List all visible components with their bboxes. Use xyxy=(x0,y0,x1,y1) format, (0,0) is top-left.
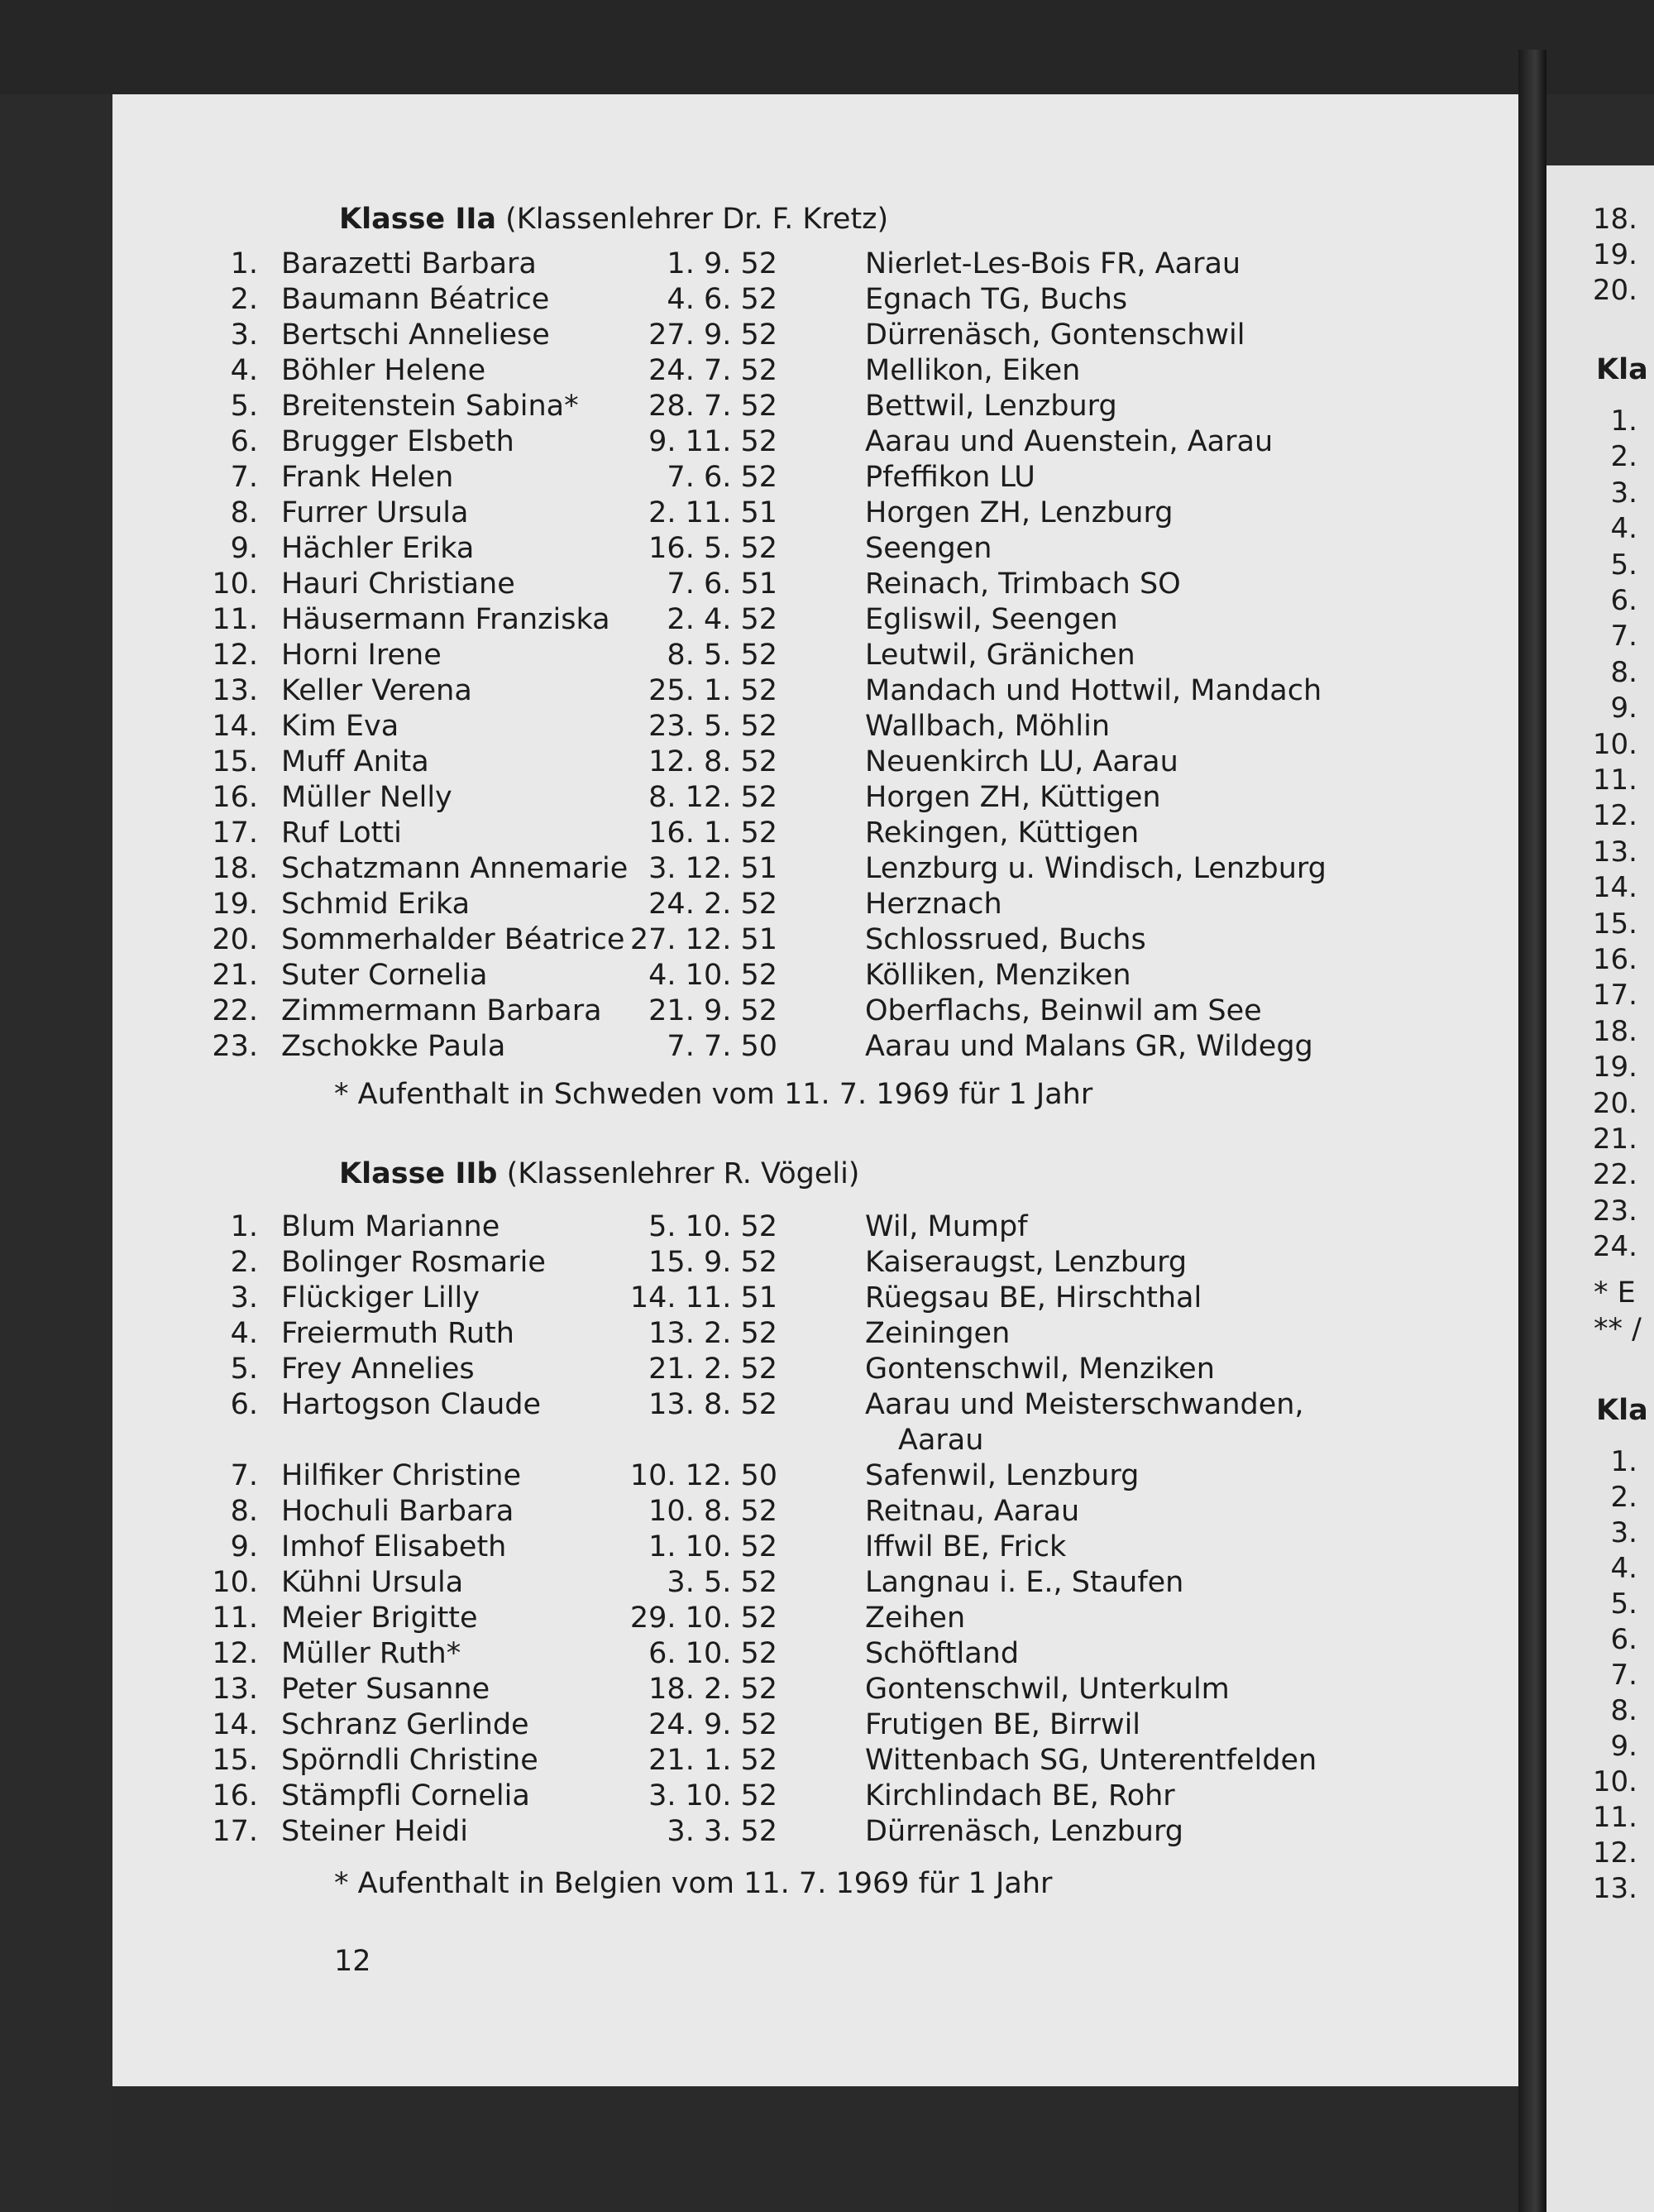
student-number: 11. xyxy=(212,603,258,636)
birth-date: 1. 10. 52 xyxy=(648,1530,777,1563)
birth-date: 1. 9. 52 xyxy=(667,247,777,280)
student-name: Barazetti Barbara xyxy=(281,247,537,280)
hometown-residence: Pfeffikon LU xyxy=(865,461,1035,494)
hometown-residence: Mandach und Hottwil, Mandach xyxy=(865,674,1322,707)
student-name: Brugger Elsbeth xyxy=(281,425,514,458)
facing-row-number: 18. xyxy=(1592,1014,1637,1048)
student-name: Hilfiker Christine xyxy=(281,1459,522,1492)
class-a-heading xyxy=(339,205,888,234)
birth-date: 9. 11. 52 xyxy=(648,425,777,458)
book-gutter xyxy=(1518,50,1546,2212)
birth-date: 12. 8. 52 xyxy=(648,745,777,778)
birth-date: 2. 11. 51 xyxy=(648,496,777,529)
hometown-residence: Rekingen, Küttigen xyxy=(865,816,1140,850)
facing-row-number: 6. xyxy=(1610,584,1637,617)
hometown-residence: Mellikon, Eiken xyxy=(865,354,1081,387)
facing-row-number: 11. xyxy=(1592,764,1637,797)
student-name: Hartogson Claude xyxy=(281,1388,542,1421)
student-name: Imhof Elisabeth xyxy=(281,1530,507,1563)
class-b-teacher: (Klassenlehrer R. Vögeli) xyxy=(506,1157,860,1190)
birth-date: 27. 9. 52 xyxy=(648,318,777,352)
student-name: Schatzmann Annemarie xyxy=(281,852,629,885)
hometown-residence: Oberflachs, Beinwil am See xyxy=(865,994,1262,1027)
facing-row-number: 8. xyxy=(1610,655,1637,689)
hometown-residence: Langnau i. E., Staufen xyxy=(865,1566,1184,1599)
hometown-residence: Aarau und Auenstein, Aarau xyxy=(865,425,1274,458)
student-number: 17. xyxy=(212,1815,258,1848)
student-name: Zschokke Paula xyxy=(281,1030,506,1063)
facing-row-number: 2. xyxy=(1610,440,1637,474)
hometown-residence: Egliswil, Seengen xyxy=(865,603,1118,636)
student-number: 13. xyxy=(212,1673,258,1706)
facing-row-number: 9. xyxy=(1610,1730,1637,1763)
birth-date: 4. 10. 52 xyxy=(648,959,777,992)
student-name: Schranz Gerlinde xyxy=(281,1708,529,1741)
student-number: 18. xyxy=(212,852,258,885)
facing-heading: Kla xyxy=(1596,353,1648,386)
hometown-residence-continued: Aarau xyxy=(898,1424,984,1457)
birth-date: 8. 5. 52 xyxy=(667,639,777,672)
student-number: 5. xyxy=(230,390,258,423)
birth-date: 24. 7. 52 xyxy=(648,354,777,387)
student-number: 6. xyxy=(230,425,258,458)
facing-row-number: 3. xyxy=(1610,476,1637,510)
student-name: Kim Eva xyxy=(281,710,399,743)
facing-row-number: 11. xyxy=(1592,1801,1637,1834)
student-name: Stämpfli Cornelia xyxy=(281,1779,530,1812)
student-name: Blum Marianne xyxy=(281,1210,500,1243)
facing-row-number: 13. xyxy=(1592,1872,1637,1905)
hometown-residence: Gontenschwil, Menziken xyxy=(865,1353,1215,1386)
student-number: 9. xyxy=(230,1530,258,1563)
student-name: Sommerhalder Béatrice xyxy=(281,923,625,956)
student-name: Steiner Heidi xyxy=(281,1815,468,1848)
birth-date: 8. 12. 52 xyxy=(648,781,777,814)
student-number: 21. xyxy=(212,959,258,992)
facing-row-number: 20. xyxy=(1592,274,1637,307)
student-number: 20. xyxy=(212,923,258,956)
facing-row-number: 10. xyxy=(1592,1765,1637,1798)
hometown-residence: Horgen ZH, Küttigen xyxy=(865,781,1161,814)
facing-row-number: 7. xyxy=(1610,1659,1637,1692)
facing-row-number: 5. xyxy=(1610,1587,1637,1621)
student-number: 15. xyxy=(212,1744,258,1777)
student-number: 3. xyxy=(230,318,258,352)
hometown-residence: Safenwil, Lenzburg xyxy=(865,1459,1140,1492)
facing-row-number: 22. xyxy=(1592,1158,1637,1192)
birth-date: 14. 11. 51 xyxy=(629,1281,777,1314)
student-name: Muff Anita xyxy=(281,745,429,778)
hometown-residence: Wallbach, Möhlin xyxy=(865,710,1111,743)
hometown-residence: Frutigen BE, Birrwil xyxy=(865,1708,1141,1741)
student-name: Suter Cornelia xyxy=(281,959,488,992)
student-number: 12. xyxy=(212,1637,258,1670)
hometown-residence: Herznach xyxy=(865,888,1002,921)
hometown-residence: Wil, Mumpf xyxy=(865,1210,1028,1243)
student-number: 19. xyxy=(212,888,258,921)
student-name: Böhler Helene xyxy=(281,354,486,387)
facing-row-number: 13. xyxy=(1592,835,1637,869)
hometown-residence: Neuenkirch LU, Aarau xyxy=(865,745,1178,778)
birth-date: 3. 12. 51 xyxy=(648,852,777,885)
birth-date: 27. 12. 51 xyxy=(629,923,777,956)
hometown-residence: Wittenbach SG, Unterentfelden xyxy=(865,1744,1317,1777)
hometown-residence: Kirchlindach BE, Rohr xyxy=(865,1779,1175,1812)
student-name: Peter Susanne xyxy=(281,1673,490,1706)
birth-date: 3. 3. 52 xyxy=(667,1815,777,1848)
birth-date: 23. 5. 52 xyxy=(648,710,777,743)
birth-date: 3. 5. 52 xyxy=(667,1566,777,1599)
scan-background-top xyxy=(0,0,1654,94)
facing-heading: Kla xyxy=(1596,1394,1648,1427)
facing-row-number: 10. xyxy=(1592,727,1637,761)
hometown-residence: Lenzburg u. Windisch, Lenzburg xyxy=(865,852,1327,885)
student-name: Müller Nelly xyxy=(281,781,452,814)
student-name: Hauri Christiane xyxy=(281,567,515,601)
birth-date: 21. 1. 52 xyxy=(648,1744,777,1777)
facing-row-number: 8. xyxy=(1610,1694,1637,1727)
student-number: 8. xyxy=(230,496,258,529)
student-number: 8. xyxy=(230,1495,258,1528)
birth-date: 28. 7. 52 xyxy=(648,390,777,423)
class-b-title: Klasse IIb xyxy=(339,1157,498,1190)
birth-date: 15. 9. 52 xyxy=(648,1246,777,1279)
student-name: Frey Annelies xyxy=(281,1353,475,1386)
hometown-residence: Zeiningen xyxy=(865,1317,1011,1350)
student-name: Baumann Béatrice xyxy=(281,283,550,316)
student-number: 15. xyxy=(212,745,258,778)
hometown-residence: Dürrenäsch, Lenzburg xyxy=(865,1815,1183,1848)
birth-date: 7. 6. 52 xyxy=(667,461,777,494)
student-name: Bertschi Anneliese xyxy=(281,318,550,352)
hometown-residence: Bettwil, Lenzburg xyxy=(865,390,1117,423)
hometown-residence: Egnach TG, Buchs xyxy=(865,283,1128,316)
hometown-residence: Kölliken, Menziken xyxy=(865,959,1131,992)
student-number: 6. xyxy=(230,1388,258,1421)
facing-row-number: 9. xyxy=(1610,692,1637,725)
facing-row-number: 19. xyxy=(1592,238,1637,271)
facing-row-number: 6. xyxy=(1610,1623,1637,1656)
student-number: 10. xyxy=(212,1566,258,1599)
birth-date: 2. 4. 52 xyxy=(667,603,777,636)
student-name: Hochuli Barbara xyxy=(281,1495,514,1528)
facing-row-number: 12. xyxy=(1592,799,1637,833)
hometown-residence: Kaiseraugst, Lenzburg xyxy=(865,1246,1188,1279)
student-name: Häusermann Franziska xyxy=(281,603,610,636)
student-number: 1. xyxy=(230,1210,258,1243)
hometown-residence: Reitnau, Aarau xyxy=(865,1495,1080,1528)
hometown-residence: Leutwil, Gränichen xyxy=(865,639,1135,672)
student-number: 3. xyxy=(230,1281,258,1314)
birth-date: 18. 2. 52 xyxy=(648,1673,777,1706)
student-name: Schmid Erika xyxy=(281,888,471,921)
hometown-residence: Dürrenäsch, Gontenschwil xyxy=(865,318,1245,352)
class-b-footnote: * Aufenthalt in Belgien vom 11. 7. 1969 für 1 Jahr xyxy=(334,1867,1053,1900)
student-name: Hächler Erika xyxy=(281,532,475,565)
birth-date: 25. 1. 52 xyxy=(648,674,777,707)
student-number: 16. xyxy=(212,1779,258,1812)
student-number: 23. xyxy=(212,1030,258,1063)
birth-date: 6. 10. 52 xyxy=(648,1637,777,1670)
facing-footnote: ** / xyxy=(1594,1313,1642,1346)
class-a-teacher: (Klassenlehrer Dr. F. Kretz) xyxy=(505,203,889,236)
class-b-heading xyxy=(339,1157,860,1190)
student-number: 7. xyxy=(230,461,258,494)
hometown-residence: Seengen xyxy=(865,532,992,565)
facing-row-number: 19. xyxy=(1592,1051,1637,1084)
student-number: 14. xyxy=(212,710,258,743)
birth-date: 29. 10. 52 xyxy=(629,1602,777,1635)
student-number: 2. xyxy=(230,283,258,316)
student-number: 7. xyxy=(230,1459,258,1492)
birth-date: 16. 1. 52 xyxy=(648,816,777,850)
hometown-residence: Iffwil BE, Frick xyxy=(865,1530,1067,1563)
student-name: Breitenstein Sabina* xyxy=(281,390,579,423)
facing-row-number: 14. xyxy=(1592,871,1637,905)
student-name: Ruf Lotti xyxy=(281,816,402,850)
student-number: 16. xyxy=(212,781,258,814)
facing-row-number: 12. xyxy=(1592,1836,1637,1870)
student-number: 14. xyxy=(212,1708,258,1741)
student-name: Keller Verena xyxy=(281,674,472,707)
facing-row-number: 5. xyxy=(1610,548,1637,582)
facing-row-number: 1. xyxy=(1610,1445,1637,1478)
birth-date: 16. 5. 52 xyxy=(648,532,777,565)
student-number: 9. xyxy=(230,532,258,565)
facing-row-number: 16. xyxy=(1592,943,1637,976)
hometown-residence: Reinach, Trimbach SO xyxy=(865,567,1181,601)
student-name: Müller Ruth* xyxy=(281,1637,461,1670)
birth-date: 4. 6. 52 xyxy=(667,283,777,316)
hometown-residence: Horgen ZH, Lenzburg xyxy=(865,496,1174,529)
birth-date: 13. 2. 52 xyxy=(648,1317,777,1350)
student-name: Spörndli Christine xyxy=(281,1744,538,1777)
student-name: Meier Brigitte xyxy=(281,1602,478,1635)
birth-date: 3. 10. 52 xyxy=(648,1779,777,1812)
student-name: Freiermuth Ruth xyxy=(281,1317,514,1350)
scan-background-bottom xyxy=(112,2086,1518,2212)
birth-date: 13. 8. 52 xyxy=(648,1388,777,1421)
facing-row-number: 7. xyxy=(1610,620,1637,654)
facing-row-number: 15. xyxy=(1592,907,1637,941)
student-name: Furrer Ursula xyxy=(281,496,469,529)
hometown-residence: Zeihen xyxy=(865,1602,966,1635)
student-number: 22. xyxy=(212,994,258,1027)
student-number: 4. xyxy=(230,1317,258,1350)
class-a-title: Klasse IIa xyxy=(339,203,496,236)
student-name: Kühni Ursula xyxy=(281,1566,464,1599)
student-number: 13. xyxy=(212,674,258,707)
facing-row-number: 4. xyxy=(1610,1552,1637,1585)
facing-footnote: * E xyxy=(1594,1276,1636,1309)
student-number: 12. xyxy=(212,639,258,672)
class-a-footnote: * Aufenthalt in Schweden vom 11. 7. 1969 für 1 Jahr xyxy=(334,1078,1093,1111)
birth-date: 21. 9. 52 xyxy=(648,994,777,1027)
facing-row-number: 4. xyxy=(1610,512,1637,546)
student-number: 17. xyxy=(212,816,258,850)
facing-row-number: 2. xyxy=(1610,1481,1637,1514)
hometown-residence: Rüegsau BE, Hirschthal xyxy=(865,1281,1202,1314)
facing-row-number: 23. xyxy=(1592,1194,1637,1228)
student-name: Horni Irene xyxy=(281,639,442,672)
birth-date: 10. 12. 50 xyxy=(629,1459,777,1492)
facing-row-number: 17. xyxy=(1592,979,1637,1013)
student-name: Zimmermann Barbara xyxy=(281,994,602,1027)
student-name: Bolinger Rosmarie xyxy=(281,1246,546,1279)
student-number: 5. xyxy=(230,1353,258,1386)
facing-row-number: 3. xyxy=(1610,1516,1637,1549)
hometown-residence: Schlossrued, Buchs xyxy=(865,923,1146,956)
hometown-residence: Schöftland xyxy=(865,1637,1020,1670)
birth-date: 7. 7. 50 xyxy=(667,1030,777,1063)
birth-date: 24. 2. 52 xyxy=(648,888,777,921)
student-name: Flückiger Lilly xyxy=(281,1281,480,1314)
birth-date: 10. 8. 52 xyxy=(648,1495,777,1528)
hometown-residence: Gontenschwil, Unterkulm xyxy=(865,1673,1230,1706)
student-number: 1. xyxy=(230,247,258,280)
facing-row-number: 20. xyxy=(1592,1086,1637,1120)
facing-row-number: 21. xyxy=(1592,1123,1637,1156)
page-number: 12 xyxy=(334,1945,371,1978)
facing-row-number: 24. xyxy=(1592,1230,1637,1264)
hometown-residence: Aarau und Meisterschwanden, xyxy=(865,1388,1304,1421)
student-number: 11. xyxy=(212,1602,258,1635)
student-number: 10. xyxy=(212,567,258,601)
facing-row-number: 1. xyxy=(1610,405,1637,438)
student-name: Frank Helen xyxy=(281,461,454,494)
facing-row-number: 18. xyxy=(1592,203,1637,236)
student-number: 4. xyxy=(230,354,258,387)
birth-date: 21. 2. 52 xyxy=(648,1353,777,1386)
birth-date: 7. 6. 51 xyxy=(667,567,777,601)
student-number: 2. xyxy=(230,1246,258,1279)
hometown-residence: Nierlet-Les-Bois FR, Aarau xyxy=(865,247,1241,280)
hometown-residence: Aarau und Malans GR, Wildegg xyxy=(865,1030,1313,1063)
birth-date: 24. 9. 52 xyxy=(648,1708,777,1741)
birth-date: 5. 10. 52 xyxy=(648,1210,777,1243)
